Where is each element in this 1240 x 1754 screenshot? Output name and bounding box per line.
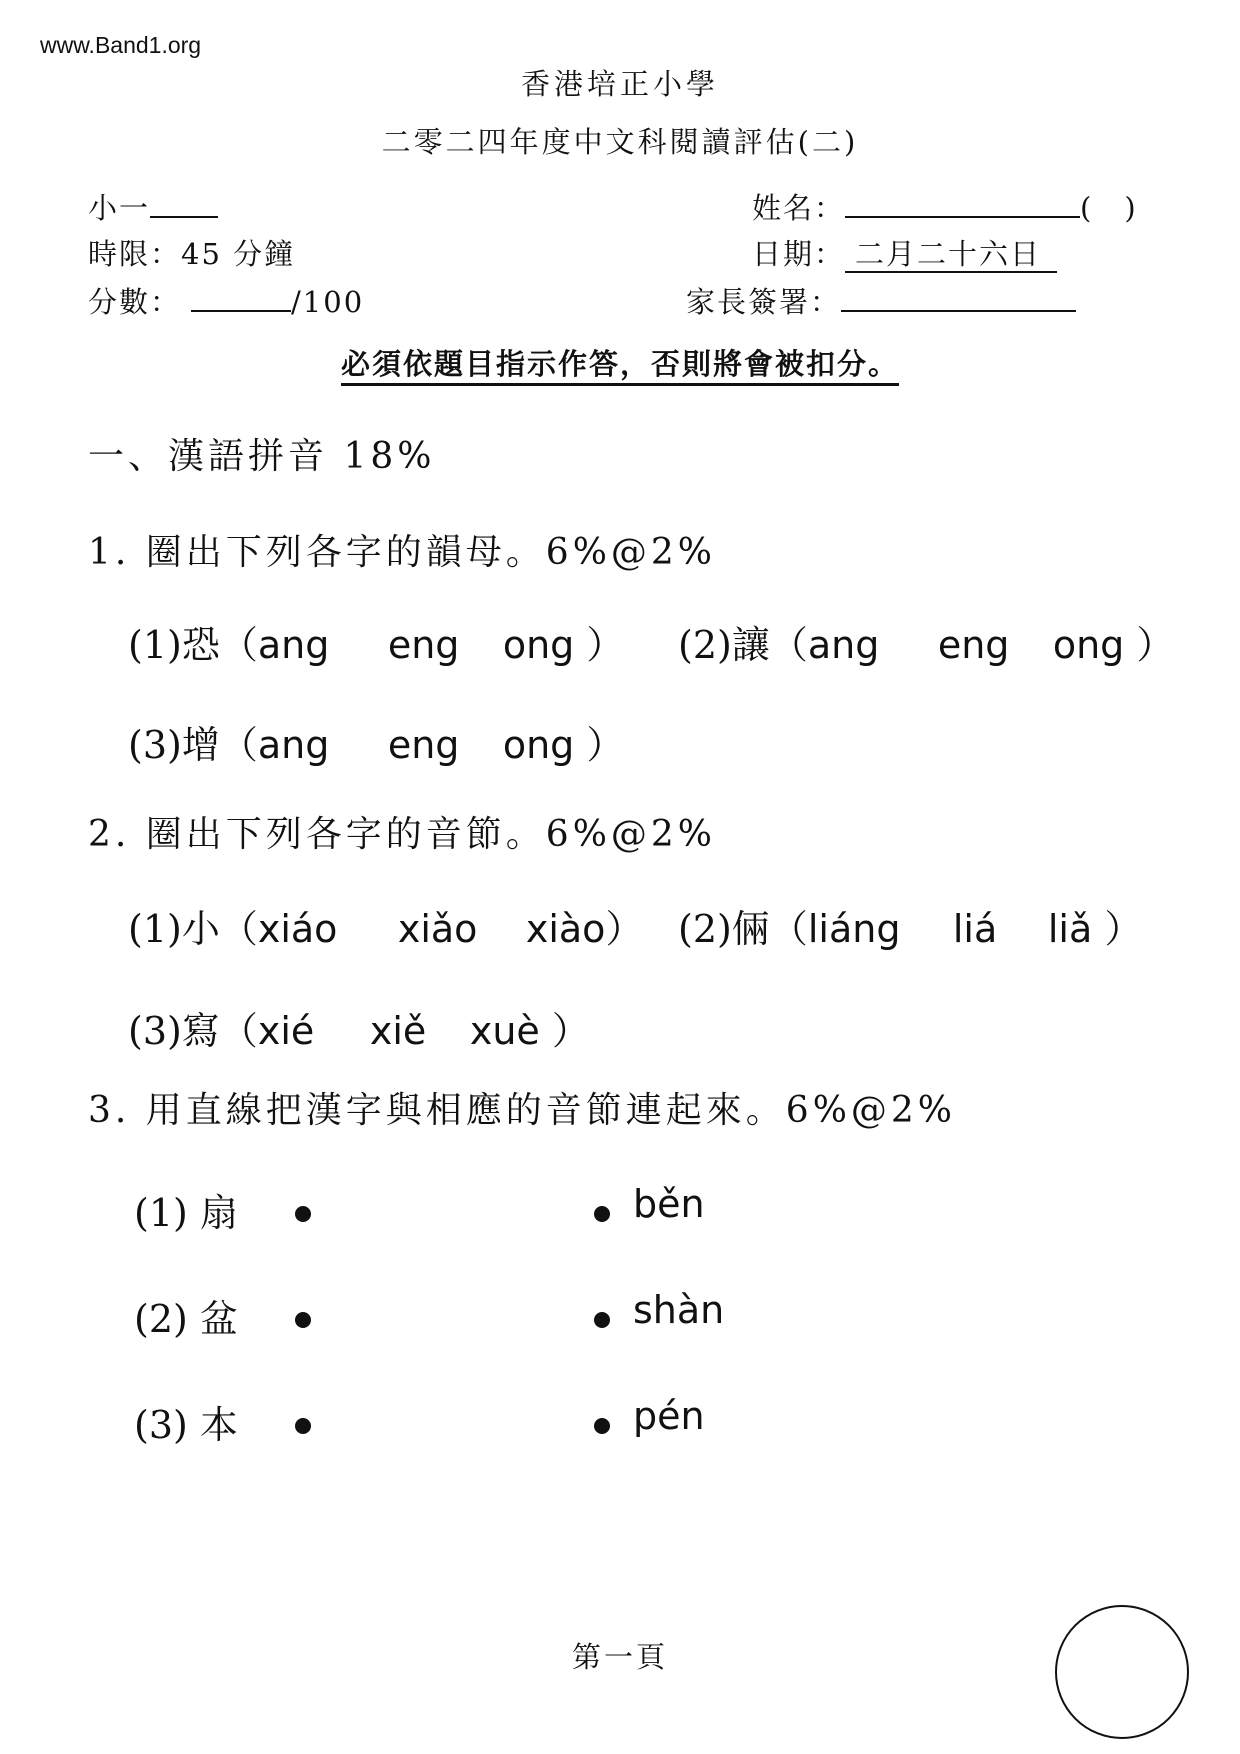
q3-left-dot-1[interactable] — [295, 1206, 311, 1222]
watermark: www.Band1.org — [40, 32, 202, 58]
school-name: 香港培正小學 — [520, 67, 719, 101]
q1-1-option[interactable]: ang — [257, 623, 330, 667]
q3-right-3: pén — [633, 1394, 705, 1438]
q2-1-option[interactable]: xiáo — [257, 907, 338, 951]
q3-left-dot-2[interactable] — [295, 1312, 311, 1328]
q2-1-option[interactable]: xiào — [525, 907, 606, 951]
page-number: 第一頁 — [571, 1640, 668, 1674]
q3-left-1: (1) 扇 — [134, 1191, 238, 1235]
q2-3-option[interactable]: xié — [257, 1009, 315, 1053]
q2-2-option[interactable]: liǎ — [1047, 907, 1093, 951]
q1-3-option[interactable]: ang — [257, 723, 330, 767]
q1-3-option[interactable]: eng — [387, 723, 460, 767]
q2-3-option[interactable]: xiě — [369, 1009, 427, 1053]
q1-1-option[interactable]: ong — [502, 623, 575, 667]
seat-bracket[interactable]: ( ) — [1080, 191, 1138, 225]
q1-2-option[interactable]: ong — [1052, 623, 1125, 667]
q1-item-2: (2)讓（ang eng ong ） — [678, 623, 1175, 667]
q3-right-dot-1[interactable] — [594, 1206, 610, 1222]
q2-1-option[interactable]: xiǎo — [397, 907, 478, 951]
date-label: 日期： — [752, 237, 846, 271]
q2-item-2: (2)倆（liáng liá liǎ ） — [678, 907, 1143, 951]
parent-sign-field — [686, 280, 1076, 321]
q1-stem: 1. 圈出下列各字的韻母。6%@2% — [88, 532, 717, 573]
q2-stem: 2. 圈出下列各字的音節。6%@2% — [88, 814, 717, 855]
score-circle — [1055, 1605, 1189, 1739]
score-total: /100 — [291, 285, 365, 319]
date-value: 二月二十六日 — [845, 237, 1057, 273]
score-blank[interactable] — [191, 284, 291, 312]
sign-blank[interactable] — [841, 284, 1076, 312]
q3-right-dot-3[interactable] — [594, 1418, 610, 1434]
q1-3-option[interactable]: ong — [502, 723, 575, 767]
q3-left-3: (3) 本 — [134, 1403, 238, 1447]
class-field — [88, 186, 218, 227]
q3-right-dot-2[interactable] — [594, 1312, 610, 1328]
q1-item-3: (3)增（ang eng ong ） — [128, 723, 625, 767]
time-limit: 時限：45 分鐘 — [88, 237, 296, 271]
exam-title: 二零二四年度中文科閱讀評估(二) — [381, 125, 859, 159]
q2-3-option[interactable]: xuè — [469, 1009, 540, 1053]
q3-right-2: shàn — [633, 1288, 725, 1332]
score-field — [88, 280, 364, 321]
class-label: 小一 — [88, 191, 151, 225]
q1-2-option[interactable]: ang — [807, 623, 880, 667]
q1-1-option[interactable]: eng — [387, 623, 460, 667]
q1-item-1: (1)恐（ang eng ong ） — [128, 623, 625, 667]
q3-left-2: (2) 盆 — [134, 1297, 238, 1341]
q1-2-option[interactable]: eng — [937, 623, 1010, 667]
date-field — [752, 232, 1057, 273]
q2-2-option[interactable]: liáng — [807, 907, 901, 951]
q2-item-1: (1)小（xiáo xiǎo xiào） — [128, 907, 644, 951]
name-label: 姓名： — [752, 191, 846, 225]
name-blank[interactable] — [845, 190, 1080, 218]
q3-stem: 3. 用直線把漢字與相應的音節連起來。6%@2% — [88, 1090, 957, 1131]
class-blank[interactable] — [150, 190, 218, 218]
q3-left-dot-3[interactable] — [295, 1418, 311, 1434]
name-field — [752, 186, 1138, 227]
score-label: 分數： — [88, 285, 182, 319]
q2-2-option[interactable]: liá — [952, 907, 998, 951]
q3-right-1: běn — [633, 1182, 705, 1226]
sign-label: 家長簽署： — [686, 285, 842, 319]
section-title: 一、漢語拼音 18% — [88, 436, 436, 477]
instruction: 必須依題目指示作答，否則將會被扣分。 — [0, 342, 1240, 383]
q2-item-3: (3)寫（xié xiě xuè ） — [128, 1009, 590, 1053]
